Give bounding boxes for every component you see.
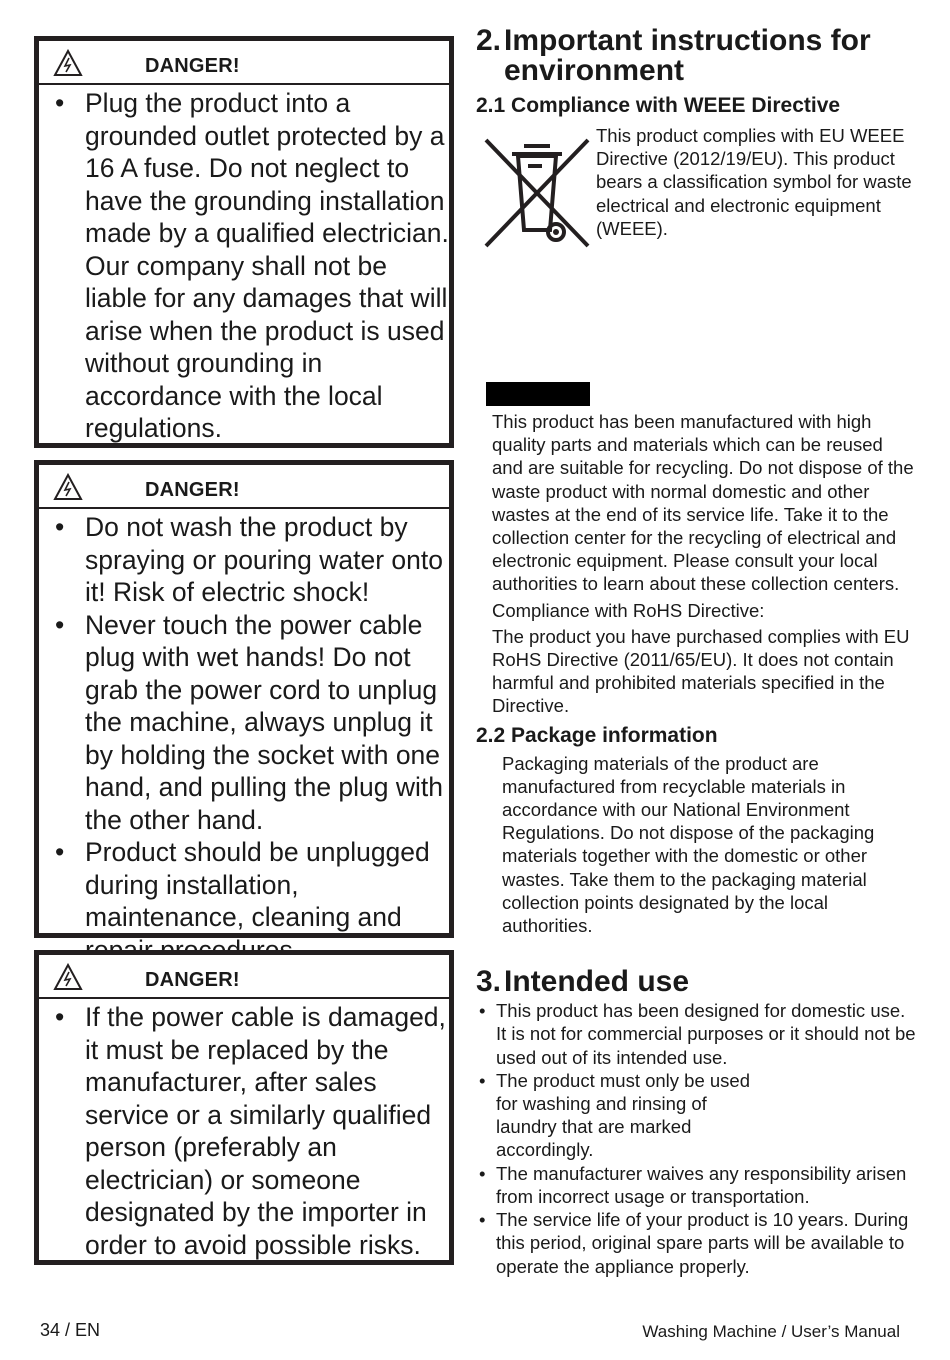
subsection-2-2-heading: 2.2 Package information bbox=[476, 723, 718, 747]
crossed-bin-icon bbox=[484, 128, 594, 252]
danger-title: DANGER! bbox=[145, 479, 240, 501]
list-item: • If the power cable is damaged, it must be replaced by the manufacturer, after sales service or a similarly qualified person (preferably an electrician) or someone designated by the importer in order to avoid possible risks. bbox=[39, 1001, 449, 1261]
section-3-heading bbox=[476, 967, 916, 997]
weee-block bbox=[476, 124, 916, 264]
danger-header bbox=[39, 41, 449, 85]
page-number: 34 / EN bbox=[40, 1320, 101, 1340]
electric-hazard-icon bbox=[53, 49, 83, 77]
danger-header bbox=[39, 955, 449, 999]
section-number: 2. bbox=[476, 24, 502, 57]
list-item: • This product has been designed for domestic use. It is not for commercial purposes or it should not be used out of its intended use. bbox=[476, 999, 916, 1069]
danger-list bbox=[39, 85, 449, 449]
list-item: • Never touch the power cable plug with wet hands! Do not grab the power cord to unplug the machine, always unplug it by holding the socket with one hand, and pulling the plug with the other hand. bbox=[39, 609, 449, 837]
redacted-bar bbox=[486, 382, 590, 406]
recycling-paragraph: This product has been manufactured with high quality parts and materials which can be reused and are suitable for recycling. Do not dispose of the waste product with normal domestic and other wastes at the end of its service life. Take it to the collection center for the recycling of electrical and electronic equipment. Please consult your local authorities to learn about these collection centers. bbox=[492, 411, 914, 595]
danger-column bbox=[34, 36, 454, 1265]
subsection-2-1-heading: 2.1 Compliance with WEEE Directive bbox=[476, 94, 841, 117]
environment-text bbox=[476, 410, 916, 718]
section-title-cont: environment bbox=[504, 54, 685, 87]
list-item: • Plug the product into a grounded outlet protected by a 16 A fuse. Do not neglect to have the grounding installation made by a qualified electrician. Our company shall not be liable for any damages that will arise when the product is used without grounding in accordance with the local regulations. bbox=[39, 87, 449, 445]
danger-list bbox=[39, 509, 449, 970]
danger-title: DANGER! bbox=[145, 55, 240, 77]
intended-use-list bbox=[476, 999, 916, 1277]
list-item: • The manufacturer waives any responsibility arisen from incorrect usage or transportation. bbox=[476, 1162, 916, 1208]
manual-title: Washing Machine / User’s Manual bbox=[642, 1322, 900, 1341]
list-item: • The service life of your product is 10 years. During this period, original spare parts will be available to operate the appliance properly. bbox=[476, 1208, 916, 1278]
danger-title: DANGER! bbox=[145, 969, 240, 991]
danger-box-water bbox=[34, 460, 454, 938]
danger-header bbox=[39, 465, 449, 509]
section-title: Intended use bbox=[504, 965, 690, 999]
electric-hazard-icon bbox=[53, 473, 83, 501]
rohs-title: Compliance with RoHS Directive: bbox=[492, 599, 765, 621]
danger-box-power-cable bbox=[34, 950, 454, 1265]
electric-hazard-icon bbox=[53, 963, 83, 991]
section-2-heading bbox=[476, 26, 916, 86]
weee-text: This product complies with EU WEEE Directive (2012/19/EU). This product bears a classification symbol for waste electrical and electronic equipment (WEEE). bbox=[596, 125, 912, 239]
package-text: Packaging materials of the product are manufactured from recyclable materials in accordance with our National Environment Regulations. Do not dispose of the packaging materials together with the domestic or other wastes. Take them to the packaging material collection points designated by the local authorities. bbox=[502, 752, 875, 937]
danger-list bbox=[39, 999, 449, 1265]
section-title: Important instructions for bbox=[504, 24, 871, 57]
content-column bbox=[476, 26, 916, 1278]
danger-box-grounding bbox=[34, 36, 454, 448]
list-item: • Do not wash the product by spraying or pouring water onto it! Risk of electric shock! bbox=[39, 511, 449, 609]
list-item: • The product must only be used for washing and rinsing of laundry that are marked accordingly. bbox=[476, 1069, 916, 1162]
section-number: 3. bbox=[476, 965, 502, 999]
rohs-text: The product you have purchased complies with EU RoHS Directive (2011/65/EU). It does not contain harmful and prohibited materials specified in the Directive. bbox=[492, 625, 910, 717]
list-item: • Product should be unplugged during installation, maintenance, cleaning and bbox=[39, 836, 449, 966]
